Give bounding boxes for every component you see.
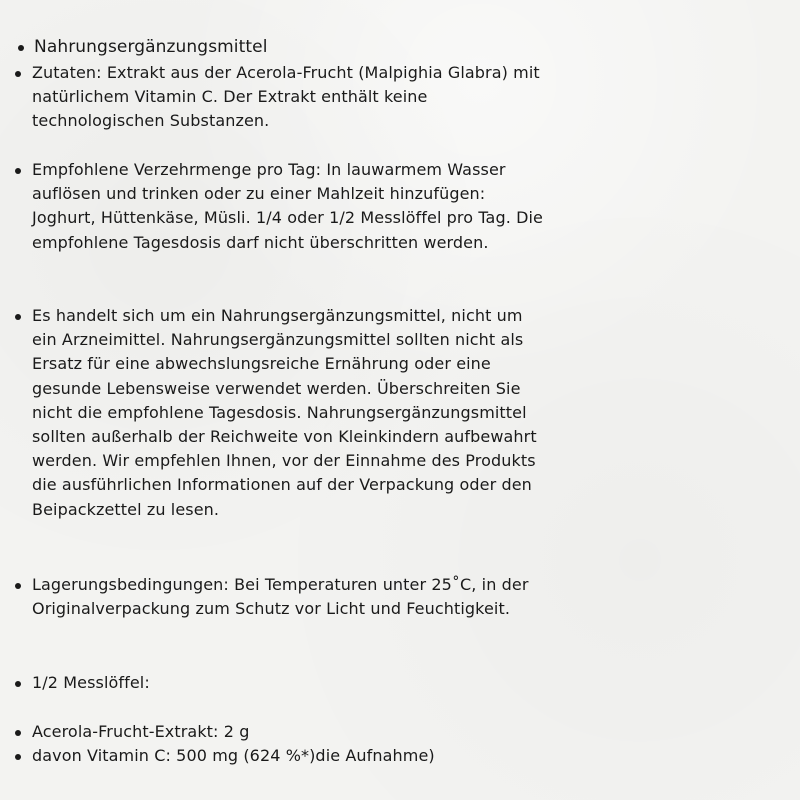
intake-block: [8, 158, 548, 255]
nutrition-list: [8, 720, 548, 768]
ingredients-text: Zutaten: Extrakt aus der Acerola-Frucht (Malpighia Glabra) mit natürlichem Vitamin C. Der Extrakt enthält keine technologischen Substanzen.: [8, 61, 548, 134]
recommended-intake-text: Empfohlene Verzehrmenge pro Tag: In lauwarmem Wasser auflösen und trinken oder zu einer Mahlzeit hinzufügen: Joghurt, Hüttenkäse, Müsli. 1/4 oder 1/2 Messlöffel pro Tag. Die empfohlene Tagesdosis darf nicht überschritten werden.: [8, 158, 548, 255]
portion-block: [8, 671, 548, 695]
storage-block: [8, 573, 548, 621]
warning-block: [8, 304, 548, 522]
portion-label: 1/2 Messlöffel:: [8, 671, 548, 695]
title-block: [8, 35, 548, 59]
nutrition-item-acerola: Acerola-Frucht-Extrakt: 2 g: [8, 720, 548, 744]
nutrition-item-vitamin-c: davon Vitamin C: 500 mg (624 %*)die Aufnahme): [8, 744, 548, 768]
ingredients-block: [8, 61, 548, 134]
product-category-title: Nahrungsergänzungsmittel: [8, 35, 548, 59]
warning-text: Es handelt sich um ein Nahrungsergänzungsmittel, nicht um ein Arzneimittel. Nahrungsergänzungsmittel sollten nicht als Ersatz für eine abwechslungsreiche Ernährung oder eine gesunde Lebensweise verwendet werden. Überschreiten Sie nicht die empfohlene Tagesdosis. Nahrungsergänzungsmittel sollten außerhalb der Reichweite von Kleinkindern aufbewahrt werden. Wir empfehlen Ihnen, vor der Einnahme des Produkts die ausführlichen Informationen auf der Verpackung oder den Beipackzettel zu lesen.: [8, 304, 548, 522]
storage-conditions-text: Lagerungsbedingungen: Bei Temperaturen unter 25˚C, in der Originalverpackung zum Schutz vor Licht und Feuchtigkeit.: [8, 573, 548, 621]
